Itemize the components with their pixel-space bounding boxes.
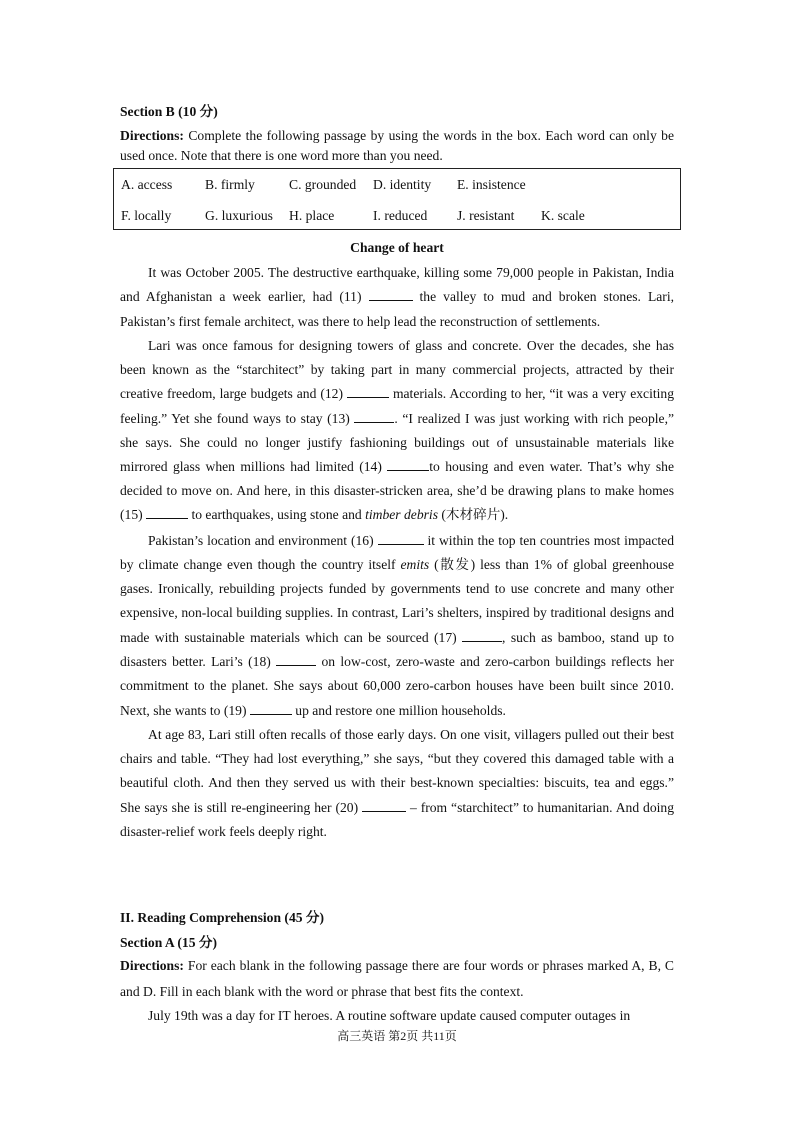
passage-body	[120, 261, 674, 844]
passage-text: (散发) less than 1% of global greenhouse gases. Ironically, rebuilding projects funded by governments tend to use concrete and many other expensive, non-local building supplies. In contrast, Lari’s shelters, inspired by traditional designs and made with sustainable materials which can be sourced (17)	[120, 556, 674, 645]
passage-text: on low-cost, zero-waste and zero-carbon buildings reflects her commitment to the planet. She says about 60,000 zero-carbon houses have been built since 2010. Next, she wants to (19)	[120, 654, 674, 718]
word-option: B. firmly	[205, 177, 255, 192]
passage-text: the valley to mud and broken stones. Lari, Pakistan’s first female architect, was there to help lead the reconstruction of settlements.	[120, 289, 674, 329]
passage-text: to housing and even water. That’s why she decided to move on. And here, in this disaster-stricken area, she’d be drawing plans to make homes (15)	[120, 458, 674, 523]
answer-blank-14[interactable]	[387, 458, 429, 471]
passage-italic-term: timber debris	[365, 507, 438, 523]
word-option: D. identity	[373, 177, 432, 192]
section-a-heading: Section A (15 分)	[120, 935, 218, 950]
word-box	[113, 168, 681, 230]
passage-text: Lari was once famous for designing towers of glass and concrete. Over the decades, she has been known as the “starchitect” by taking part in many commercial projects, attracted by their creative freedom, large budgets and (12)	[120, 337, 674, 402]
answer-blank-18[interactable]	[276, 653, 316, 666]
passage-text: . “I realized I was just working with rich people,” she says. She could no longer justify fashioning buildings out of unsustainable materials like mirrored glass when millions had limited (14)	[120, 410, 675, 474]
word-option: I. reduced	[373, 208, 428, 223]
word-option: C. grounded	[289, 177, 357, 192]
directions-label: Directions:	[120, 958, 184, 973]
passage-text: Pakistan’s location and environment (16)	[148, 532, 378, 548]
answer-blank-12[interactable]	[347, 385, 389, 398]
section-a-first-line: July 19th was a day for IT heroes. A routine software update caused computer outages in	[148, 1008, 631, 1023]
directions-label: Directions:	[120, 128, 184, 143]
directions-text: For each blank in the following passage there are four words or phrases marked A, B, C and D. Fill in each blank with the word or phrase that best fits the context.	[120, 958, 674, 999]
answer-blank-11[interactable]	[369, 288, 413, 301]
page-footer: 高三英语 第2页 共11页	[337, 1029, 457, 1043]
section-b-header	[120, 102, 674, 166]
passage-text: – from “starchitect” to humanitarian. And doing disaster-relief work feels deeply right.	[120, 799, 675, 839]
passage-paragraph	[120, 529, 674, 723]
answer-blank-19[interactable]	[250, 702, 292, 715]
word-option: J. resistant	[457, 208, 515, 223]
passage-text: it within the top ten countries most impacted by climate change even though the country itself	[120, 532, 674, 572]
word-option: H. place	[289, 208, 335, 223]
passage-text: materials. According to her, “it was a very exciting feeling.” Yet she found ways to stay (13)	[120, 386, 675, 426]
passage-paragraph	[120, 334, 674, 528]
answer-blank-16[interactable]	[378, 532, 424, 545]
word-option: F. locally	[121, 208, 172, 223]
answer-blank-13[interactable]	[354, 410, 394, 423]
answer-blank-15[interactable]	[146, 506, 188, 519]
passage-text: , such as bamboo, stand up to disasters better. Lari’s (18)	[120, 629, 674, 669]
passage-text: It was October 2005. The destructive earthquake, killing some 79,000 people in Pakistan, India and Afghanistan a week earlier, had (11)	[120, 265, 674, 305]
passage-text: At age 83, Lari still often recalls of those early days. On one visit, villagers pulled out their best chairs and table. “They had lost everything,” she says, “but they covered this damaged table with a beautiful cloth. And then they served us with their best-known specialties: biscuits, tea and eggs.” She says she is still re-engineering her (20)	[120, 726, 674, 815]
section-a-directions	[120, 953, 674, 1005]
passage-paragraph	[120, 261, 674, 334]
part-2-heading: II. Reading Comprehension (45 分)	[120, 910, 325, 925]
section-b-directions	[120, 126, 674, 166]
part-2-header	[120, 908, 674, 1027]
word-option: A. access	[121, 177, 173, 192]
passage-italic-term: emits	[400, 556, 430, 572]
word-option: K. scale	[541, 208, 585, 223]
answer-blank-17[interactable]	[462, 629, 502, 642]
section-b-heading: Section B (10 分)	[120, 104, 218, 119]
passage-text: up and restore one million households.	[291, 702, 506, 718]
passage-title: Change of heart	[350, 240, 444, 255]
passage-paragraph	[120, 723, 674, 844]
passage-text: (木材碎片).	[437, 507, 509, 523]
word-option: E. insistence	[457, 177, 526, 192]
directions-text: Complete the following passage by using the words in the box. Each word can only be used once. Note that there is one word more than you need.	[120, 128, 674, 163]
answer-blank-20[interactable]	[362, 799, 406, 812]
passage-text: to earthquakes, using stone and	[188, 507, 366, 523]
word-option: G. luxurious	[205, 208, 273, 223]
